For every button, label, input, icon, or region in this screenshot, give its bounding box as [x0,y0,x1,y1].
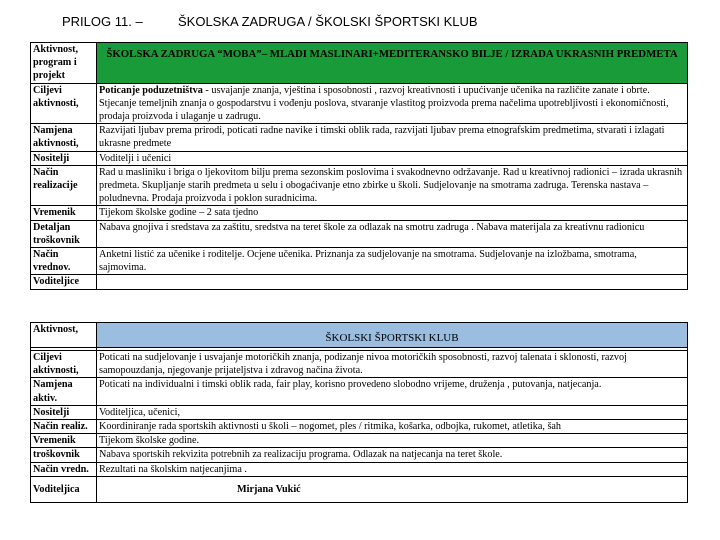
label-purpose: Namjena aktivnosti, [31,124,97,151]
label-realization-2: Način realiz. [31,420,97,434]
label-evaluation-2: Način vredn. [31,462,97,476]
costs-text: Nabava gnojiva i sredstava za zaštitu, sredstva na teret škole za odlazak na smotru zadruga . Nabava materijala za kreativnu radionicu [97,220,688,247]
label-costs: Detaljan troškovnik [31,220,97,247]
header-title: ŠKOLSKA ZADRUGA / ŠKOLSKI ŠPORTSKI KLUB [178,14,478,29]
zadruga-table [30,42,688,290]
schedule-text: Tijekom školske godine – 2 sata tjedno [97,206,688,220]
label-costs-2: troškovnik [31,448,97,462]
goals-bold-lead: Poticanje poduzetništva [99,84,203,96]
label-goals: Ciljevi aktivnosti, [31,83,97,124]
leader-name: Mirjana Vukić [97,476,688,502]
realization-text: Rad u masliniku i briga o ljekovitom bilju prema sezonskim poslovima i svakodnevno održavanje. Rad u kreativnoj radionici – izrada ukrasnih predmeta. Skupljanje starih predmeta u selu i obogaćivanje etno zbirke u školi. Sudjelovanje na smotrama zadruga. Terenska nastava – poludnevna. Prodaja proizvoda i poklon suradnicima. [97,165,688,206]
label-schedule: Vremenik [31,206,97,220]
holders-text-2: Voditeljica, učenici, [97,405,688,419]
sport-club-banner: ŠKOLSKI ŠPORTSKI KLUB [97,323,688,348]
label-goals-2: Ciljevi aktivnosti, [31,351,97,378]
sport-club-table [30,322,688,503]
goals-text-2: Poticati na sudjelovanje i usvajanje motoričkih znanja, podizanje nivoa motoričkih sposobnosti, razvoj talenata i sklonosti, razvoj samopouzdanja, njegovanje prijateljstva i zdravog načina života. [97,351,688,378]
purpose-text: Razvijati ljubav prema prirodi, poticati radne navike i timski oblik rada, razvijati ljubav prema etnografskim predmetima, stvarati i izlagati ukrasne predmete [97,124,688,151]
goals-text [97,83,688,124]
evaluation-text: Anketni listić za učenike i roditelje. Ocjene učenika. Priznanja za sudjelovanje na smotrama. Sudjelovanje na izložbama, smotrama, sajmovima. [97,248,688,275]
realization-text-2: Koordiniranje rada sportskih aktivnosti u školi – nogomet, ples / ritmika, košarka, odbojka, rukomet, atletika, šah [97,420,688,434]
label-leader-2: Voditeljica [31,476,97,502]
leaders-text [97,275,688,290]
goals-body: - usvajanje znanja, vještina i sposobnosti , razvoj kreativnosti i upućivanje učenika na različite zanate i obrte. Stjecanje temeljnih znanja o gospodarstvu i vođenju poslova, stvaranje vlastitog proizvoda prema načelima upotrebljivosti i ekonomičnosti, prodaja proizvoda i ulaganje u zadrugu. [99,84,669,123]
zadruga-banner: ŠKOLSKA ZADRUGA “MOBA”– MLADI MASLINARI+MEDITERANSKO BILJE / IZRADA UKRASNIH PREDMETA [97,43,688,84]
label-activity: Aktivnost, program i projekt [31,43,97,84]
label-evaluation: Način vrednov. [31,248,97,275]
label-purpose-2: Namjena aktiv. [31,378,97,405]
page-header [0,10,720,34]
schedule-text-2: Tijekom školske godine. [97,434,688,448]
appendix-label: PRILOG 11. – [62,14,143,29]
label-realization: Način realizacije [31,165,97,206]
label-holders-2: Nositelji [31,405,97,419]
holders-text: Voditelji i učenici [97,151,688,165]
label-schedule-2: Vremenik [31,434,97,448]
label-leaders: Voditeljice [31,275,97,290]
evaluation-text-2: Rezultati na školskim natjecanjima . [97,462,688,476]
costs-text-2: Nabava sportskih rekvizita potrebnih za realizaciju programa. Odlazak na natjecanja na teret škole. [97,448,688,462]
label-activity-2: Aktivnost, [31,323,97,348]
label-holders: Nositelji [31,151,97,165]
purpose-text-2: Poticati na individualni i timski oblik rada, fair play, korisno provedeno slobodno vrijeme, druženja , putovanja, natjecanja. [97,378,688,405]
